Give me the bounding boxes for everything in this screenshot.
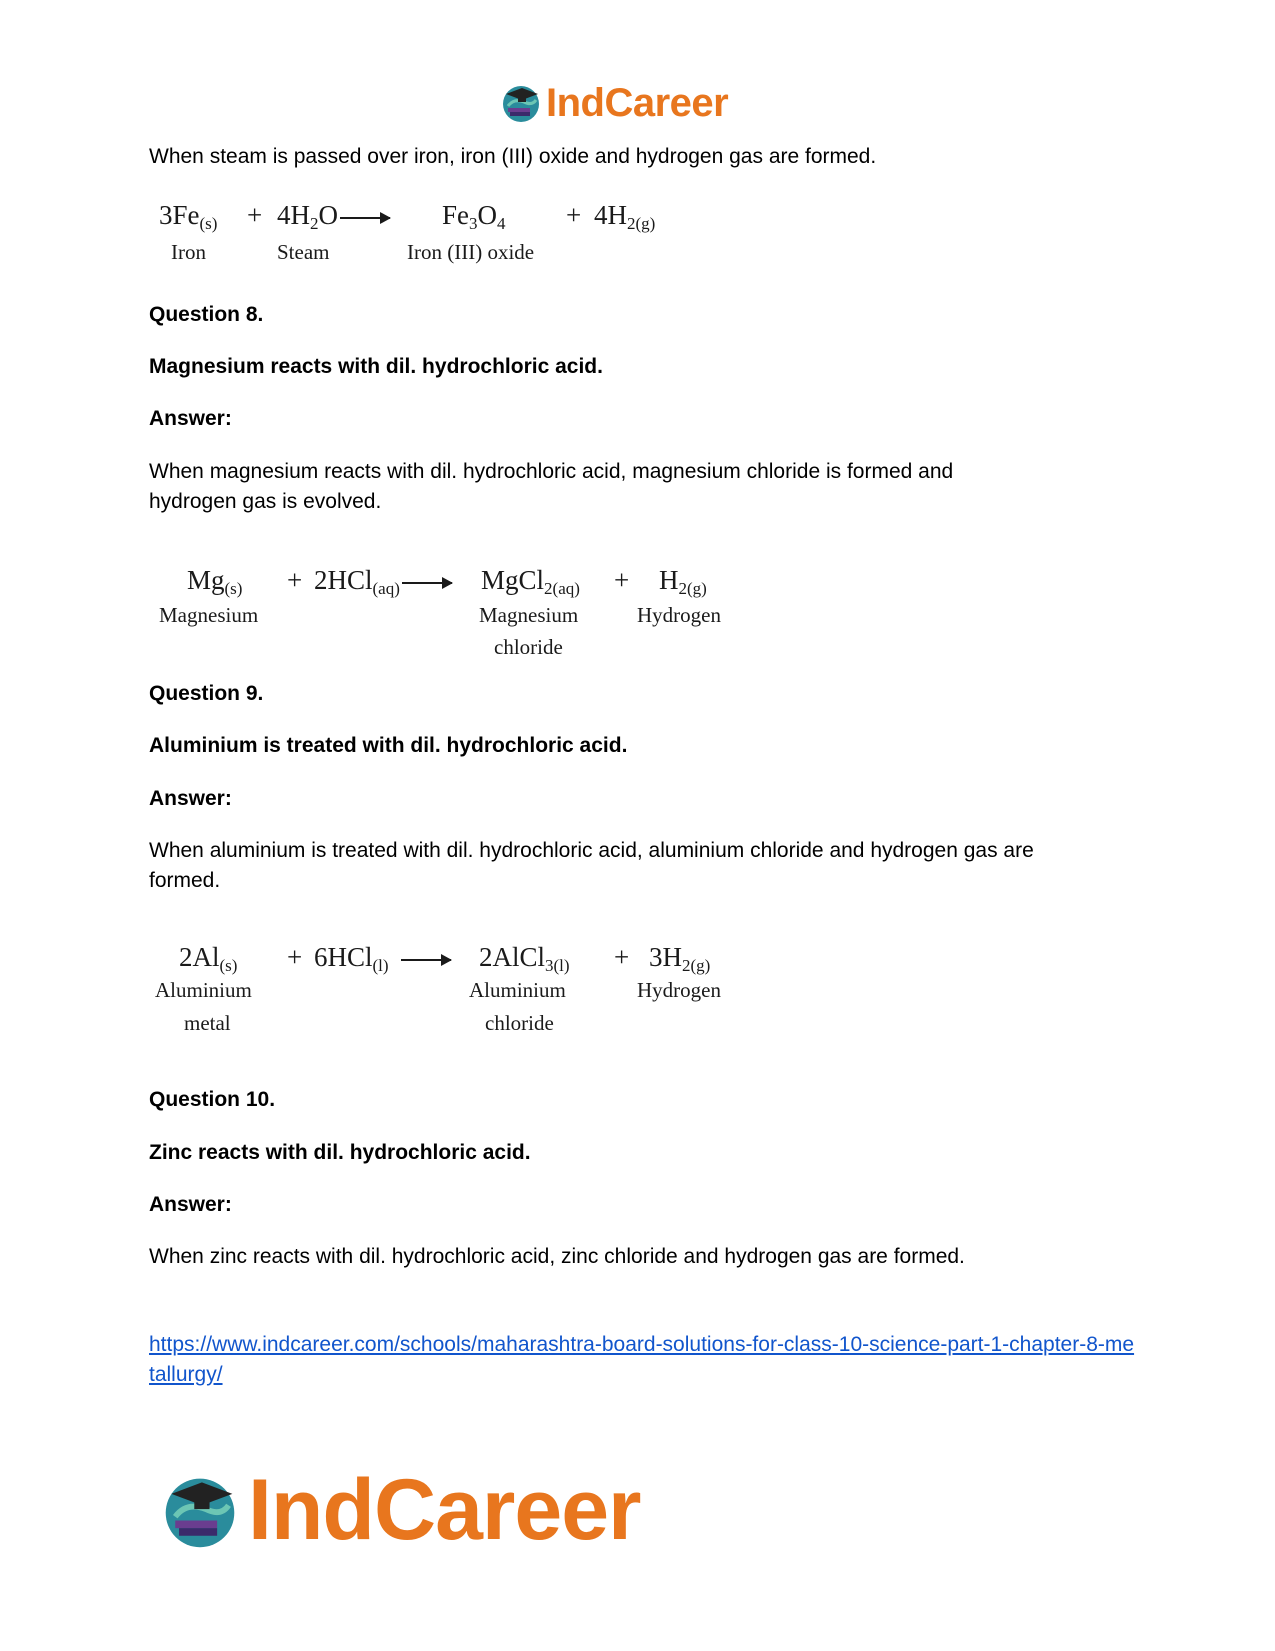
eq2-label-mgcl-1: Magnesium [479,603,579,627]
reaction-arrow-icon [340,217,390,219]
graduation-globe-icon [160,1471,240,1551]
eq2-label-magnesium: Magnesium [159,603,259,627]
question-9-text: Aluminium is treated with dil. hydrochloric acid. [149,734,628,757]
eq2-product-h2: $H_{2(g)}$ [659,565,707,598]
eq3-product-alcl: 2AlCl$_{3(l)}$ [479,942,570,975]
eq2-reactant-mg: $Mg_{(s)}$ [187,565,243,598]
eq1-plus: + [247,200,263,230]
eq1-label-oxide: Iron (III) oxide [407,240,535,264]
eq3-label-alcl-2: chloride [485,1011,554,1035]
eq1-label-iron: Iron [171,240,206,264]
eq1-reactant-steam: $4H_2O$ [277,200,390,231]
eq1-product-hydrogen: $4H_{2(g)}$ [594,200,656,233]
eq3-reactant-hcl: 6HCl$_{(l)}$ [314,942,451,973]
eq3-label-aluminium: Aluminium [155,978,252,1002]
eq2-label-hydrogen: Hydrogen [637,603,721,627]
eq2-plus-2: + [614,565,630,595]
question-8-text: Magnesium reacts with dil. hydrochloric acid. [149,355,603,378]
eq3-reactant-al: $2Al_{(s)}$ [179,942,238,975]
eq2-label-mgcl-2: chloride [494,635,563,659]
question-8-answer: When magnesium reacts with dil. hydrochloric acid, magnesium chloride is formed and hydrogen gas is evolved. [149,460,954,513]
eq2-reactant-hcl: 2HCl$_{(aq)}$ [314,565,452,596]
footer-logo-text: IndCareer [248,1462,641,1558]
question-9-number: Question 9. [149,682,264,705]
question-10-answer-label: Answer: [149,1193,232,1216]
eq3-product-h2: $3H_{2(g)}$ [649,942,711,975]
equation-iron-steam [149,200,709,280]
question-10-number: Question 10. [149,1088,276,1111]
footer-logo [160,1463,641,1558]
header-logo-text: IndCareer [546,80,729,125]
eq3-plus: + [287,942,303,972]
reaction-arrow-icon [402,582,452,584]
header-logo [500,78,728,128]
question-9-answer: When aluminium is treated with dil. hydrochloric acid, aluminium chloride and hydrogen gas are formed. [149,839,1034,892]
question-9-answer-label: Answer: [149,787,232,810]
question-8-number: Question 8. [149,303,264,326]
question-10-answer: When zinc reacts with dil. hydrochloric acid, zinc chloride and hydrogen gas are formed. [149,1245,965,1268]
eq2-plus: + [287,565,303,595]
intro-text: When steam is passed over iron, iron (III) oxide and hydrogen gas are formed. [149,145,877,168]
eq3-label-metal: metal [184,1011,231,1035]
eq1-label-steam: Steam [277,240,330,264]
eq1-reactant-iron: $3Fe_{(s)}$ [159,200,218,233]
reaction-arrow-icon [401,959,451,961]
graduation-globe-icon [500,82,542,124]
source-link[interactable]: https://www.indcareer.com/schools/maharashtra-board-solutions-for-class-10-science-part-1-chapter-8-metallurgy/ [149,1333,1135,1386]
question-10-text: Zinc reacts with dil. hydrochloric acid. [149,1141,531,1164]
eq3-label-alcl-1: Aluminium [469,978,566,1002]
eq3-plus-2: + [614,942,630,972]
eq1-plus-2: + [566,200,582,230]
eq3-label-hydrogen: Hydrogen [637,978,721,1002]
eq1-product-oxide: $Fe_3O_4$ [442,200,506,233]
equation-magnesium [149,565,749,675]
equation-aluminium [149,942,749,1052]
eq2-product-mgcl: MgCl$_{2(aq)}$ [481,565,580,598]
question-8-answer-label: Answer: [149,407,232,430]
